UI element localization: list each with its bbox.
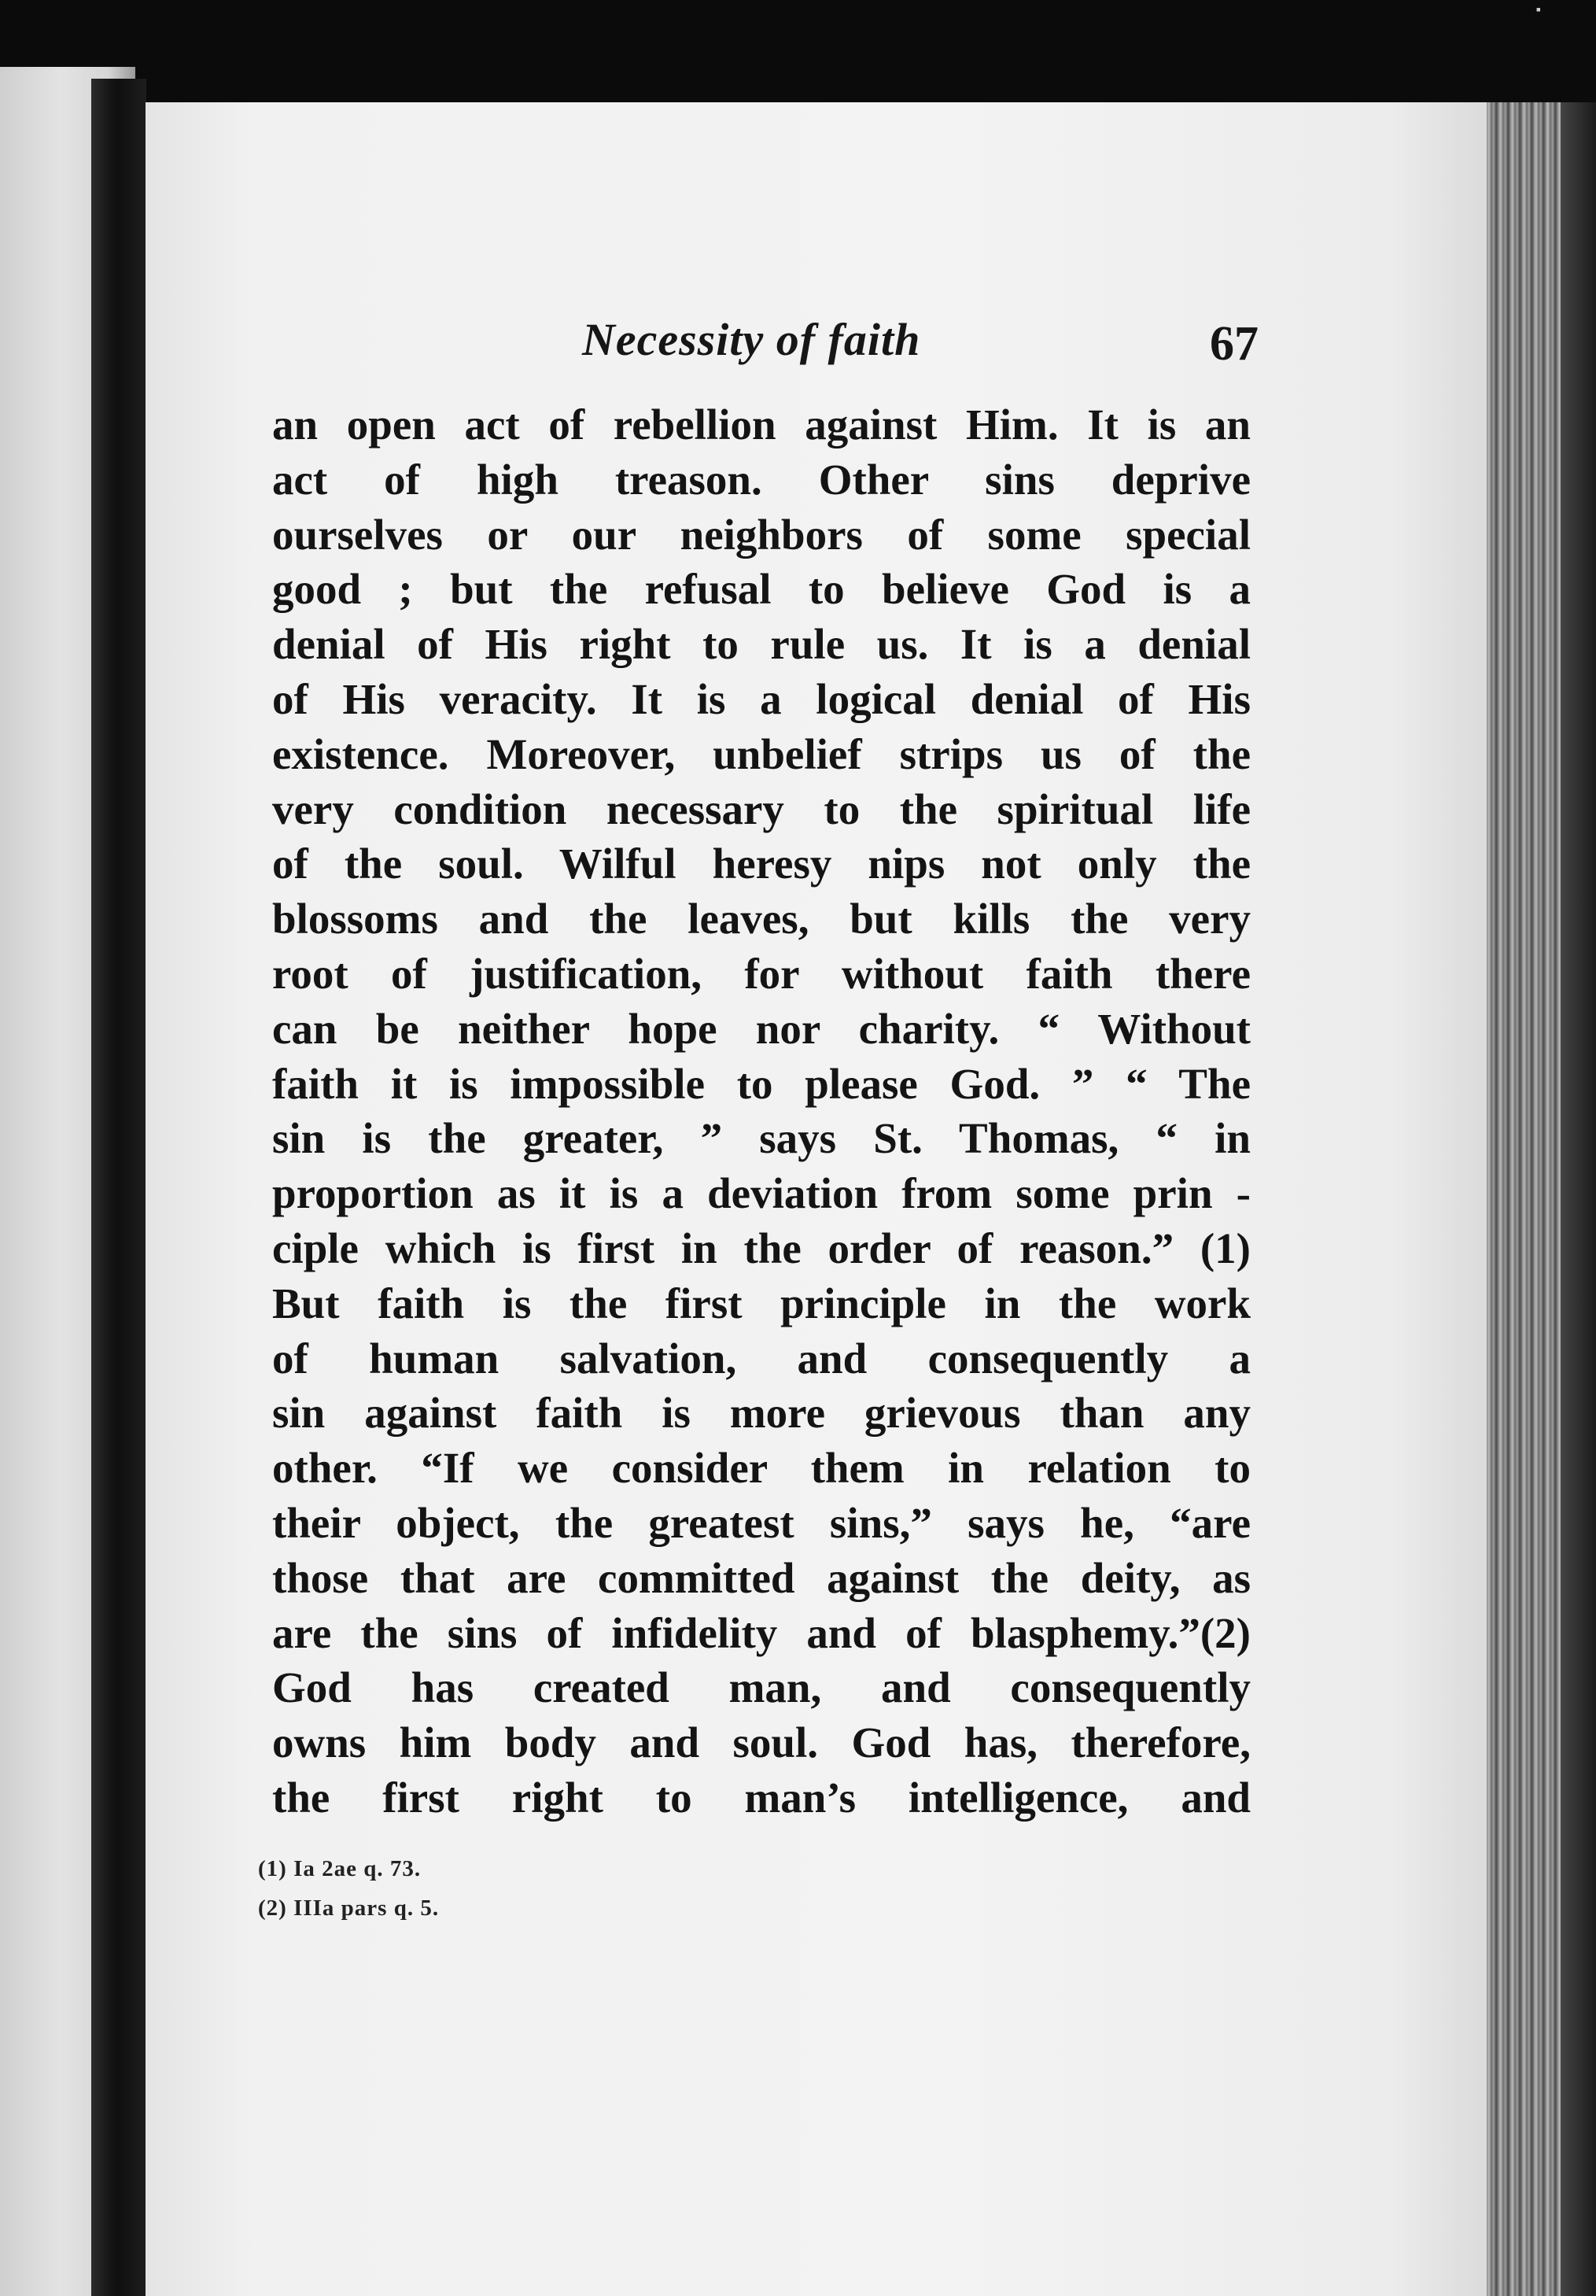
text-line: very condition necessary to the spiritual life (272, 784, 1251, 833)
page-stack-edges (1487, 102, 1596, 2296)
text-line: act of high treason. Other sins deprive (272, 455, 1251, 504)
text-line: faith it is impossible to please God. ” “ The (272, 1059, 1251, 1108)
text-line: sin is the greater, ” says St. Thomas, “ in (272, 1114, 1251, 1163)
text-line: of His veracity. It is a logical denial of His (272, 674, 1251, 723)
book-gutter (91, 79, 146, 2296)
text-line: can be neither hope nor charity. “ Without (272, 1004, 1251, 1053)
scan-dust-mark: ▪ (1535, 2, 1541, 17)
text-line: proportion as it is a deviation from some prin - (272, 1169, 1251, 1218)
text-line: sin against faith is more grievous than any (272, 1389, 1251, 1438)
text-line: denial of His right to rule us. It is a denial (272, 620, 1251, 669)
text-line: their object, the greatest sins,” says he, “are (272, 1498, 1251, 1547)
text-line: are the sins of infidelity and of blasphemy.”(2) (272, 1608, 1251, 1657)
text-line: of human salvation, and consequently a (272, 1334, 1251, 1382)
text-line: of the soul. Wilful heresy nips not only the (272, 840, 1251, 888)
page-header (267, 313, 1259, 384)
text-line: those that are committed against the deity, as (272, 1553, 1251, 1602)
footnote: (1) Ia 2ae q. 73. (258, 1856, 422, 1881)
body-text (272, 397, 1251, 1825)
text-line: good ; but the refusal to believe God is a (272, 565, 1251, 614)
text-line: owns him body and soul. God has, therefore, (272, 1718, 1251, 1767)
text-line: blossoms and the leaves, but kills the very (272, 895, 1251, 943)
text-line: root of justification, for without faith there (272, 949, 1251, 998)
footnotes (258, 1849, 439, 1928)
footnote: (2) IIIa pars q. 5. (258, 1895, 440, 1921)
text-line: ciple which is first in the order of reason.” (1) (272, 1224, 1251, 1272)
text-line: other. “If we consider them in relation to (272, 1444, 1251, 1493)
text-line: But faith is the first principle in the work (272, 1279, 1251, 1327)
running-head: Necessity of faith (582, 314, 921, 365)
text-line: existence. Moreover, unbelief strips us of the (272, 729, 1251, 778)
page-number: 67 (1210, 317, 1259, 371)
text-line: an open act of rebellion against Him. It is an (272, 401, 1251, 448)
text-line: ourselves or our neighbors of some special (272, 510, 1251, 559)
text-line: the first right to man’s intelligence, and (272, 1773, 1251, 1822)
text-line: God has created man, and consequently (272, 1663, 1251, 1712)
